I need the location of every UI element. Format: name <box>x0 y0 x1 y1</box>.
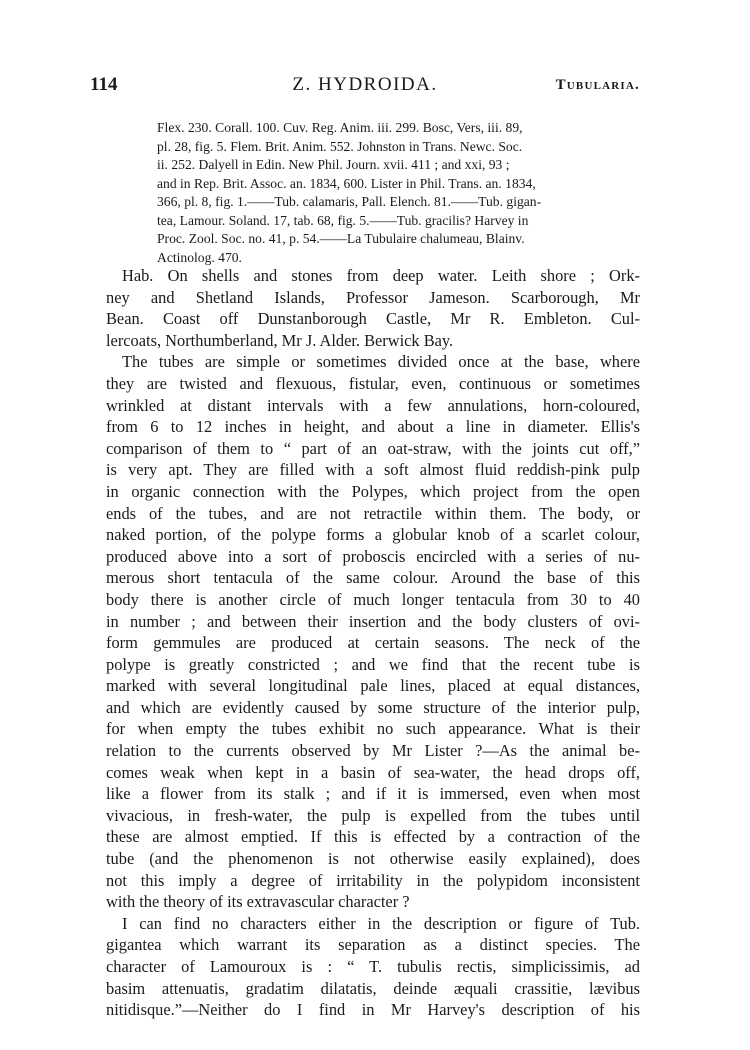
synonymy-line: ii. 252. Dalyell in Edin. New Phil. Journ. xvii. 411 ; and xxi, 93 ; <box>157 157 510 172</box>
text-line: I can find no characters either in the description or figure of Tub. <box>122 913 640 933</box>
text-line: from 6 to 12 inches in height, and about a line in diameter. Ellis's <box>106 417 640 437</box>
running-title: Z. HYDROIDA. <box>292 74 438 95</box>
text-line: with the theory of its extravascular character ? <box>106 892 410 912</box>
comparison-paragraph <box>106 913 640 1021</box>
text-line: vivacious, in fresh-water, the pulp is expelled from the tubes until <box>106 805 640 825</box>
text-line: Bean. Coast off Dunstanborough Castle, Mr R. Embleton. Cul- <box>106 309 640 329</box>
synonymy-line: Proc. Zool. Soc. no. 41, p. 54.——La Tubulaire chalumeau, Blainv. <box>157 231 525 246</box>
synonymy-line: Actinolog. 470. <box>157 249 242 265</box>
text-line: produced above into a sort of proboscis encircled with a series of nu- <box>106 546 640 566</box>
text-line: wrinkled at distant intervals with a few annulations, horn-coloured, <box>106 395 640 415</box>
text-line: comes weak when kept in a basin of sea-water, the head drops off, <box>106 762 640 782</box>
text-line: comparison of them to “ part of an oat-straw, with the joints cut off,” <box>106 438 640 458</box>
text-line: gigantea which warrant its separation as a distinct species. The <box>106 935 640 955</box>
synonymy-line: pl. 28, fig. 5. Flem. Brit. Anim. 552. Johnston in Trans. Newc. Soc. <box>157 138 523 154</box>
text-line: marked with several longitudinal pale lines, placed at equal distances, <box>106 676 640 696</box>
text-line: in organic connection with the Polypes, which project from the open <box>106 481 640 501</box>
synonymy-line: tea, Lamour. Soland. 17, tab. 68, fig. 5.——Tub. gracilis? Harvey in <box>157 212 529 228</box>
text-line: merous short tentacula of the same colour. Around the base of this <box>106 568 640 588</box>
text-line: naked portion, of the polype forms a globular knob of a scarlet colour, <box>106 525 640 545</box>
text-line: like a flower from its stalk ; and if it is immersed, even when most <box>106 784 640 804</box>
text-line: polype is greatly constricted ; and we find that the recent tube is <box>106 654 640 674</box>
text-line: ends of the tubes, and are not retractile within them. The body, or <box>106 503 640 523</box>
text-line: is very apt. They are filled with a soft almost fluid reddish-pink pulp <box>106 460 640 480</box>
text-line: and which are evidently caused by some structure of the interior pulp, <box>106 697 640 717</box>
text-line: form gemmules are produced at certain seasons. The neck of the <box>106 633 640 653</box>
text-line: these are almost emptied. If this is effected by a contraction of the <box>106 827 640 847</box>
text-line: character of Lamouroux is : “ T. tubulis rectis, simplicissimis, ad <box>106 957 640 976</box>
section-title: Tubularia. <box>555 77 640 93</box>
text-line: relation to the currents observed by Mr Lister ?—As the animal be- <box>106 741 640 761</box>
page-header <box>90 74 640 104</box>
text-line: basim attenuatis, gradatim dilatatis, deinde æquali crassitie, lævibus <box>106 978 640 998</box>
text-line: lercoats, Northumberland, Mr J. Alder. Berwick Bay. <box>106 330 454 350</box>
synonymy-line: and in Rep. Brit. Assoc. an. 1834, 600. Lister in Phil. Trans. an. 1834, <box>157 175 536 191</box>
text-line: tube (and the phenomenon is not otherwise easily explained), does <box>106 849 640 869</box>
text-line: in number ; and between their insertion and the body clusters of ovi- <box>106 611 640 631</box>
text-line: they are twisted and flexuous, fistular, even, continuous or sometimes <box>106 373 640 393</box>
text-line: The tubes are simple or sometimes divided once at the base, where <box>122 352 640 372</box>
body-text <box>106 265 640 1021</box>
description-paragraph <box>106 351 640 912</box>
synonymy-line: Flex. 230. Corall. 100. Cuv. Reg. Anim. iii. 299. Bosc, Vers, iii. 89, <box>157 120 523 135</box>
synonymy-line: 366, pl. 8, fig. 1.——Tub. calamaris, Pall. Elench. 81.——Tub. gigan- <box>157 194 542 209</box>
page-number: 114 <box>90 74 118 95</box>
habitat-paragraph <box>106 265 640 351</box>
text-line: for when empty the tubes exhibit no such appearance. What is their <box>106 719 640 739</box>
text-line: body there is another circle of much longer tentacula from 30 to 40 <box>106 589 640 609</box>
text-line: nitidisque.”—Neither do I find in Mr Harvey's description of his <box>106 1000 640 1020</box>
text-line: Hab. On shells and stones from deep water. Leith shore ; Ork- <box>122 266 640 285</box>
text-line: not this imply a degree of irritability in the polypidom inconsistent <box>106 870 640 890</box>
text-line: ney and Shetland Islands, Professor Jameson. Scarborough, Mr <box>106 287 640 307</box>
synonymy-block <box>157 119 639 267</box>
